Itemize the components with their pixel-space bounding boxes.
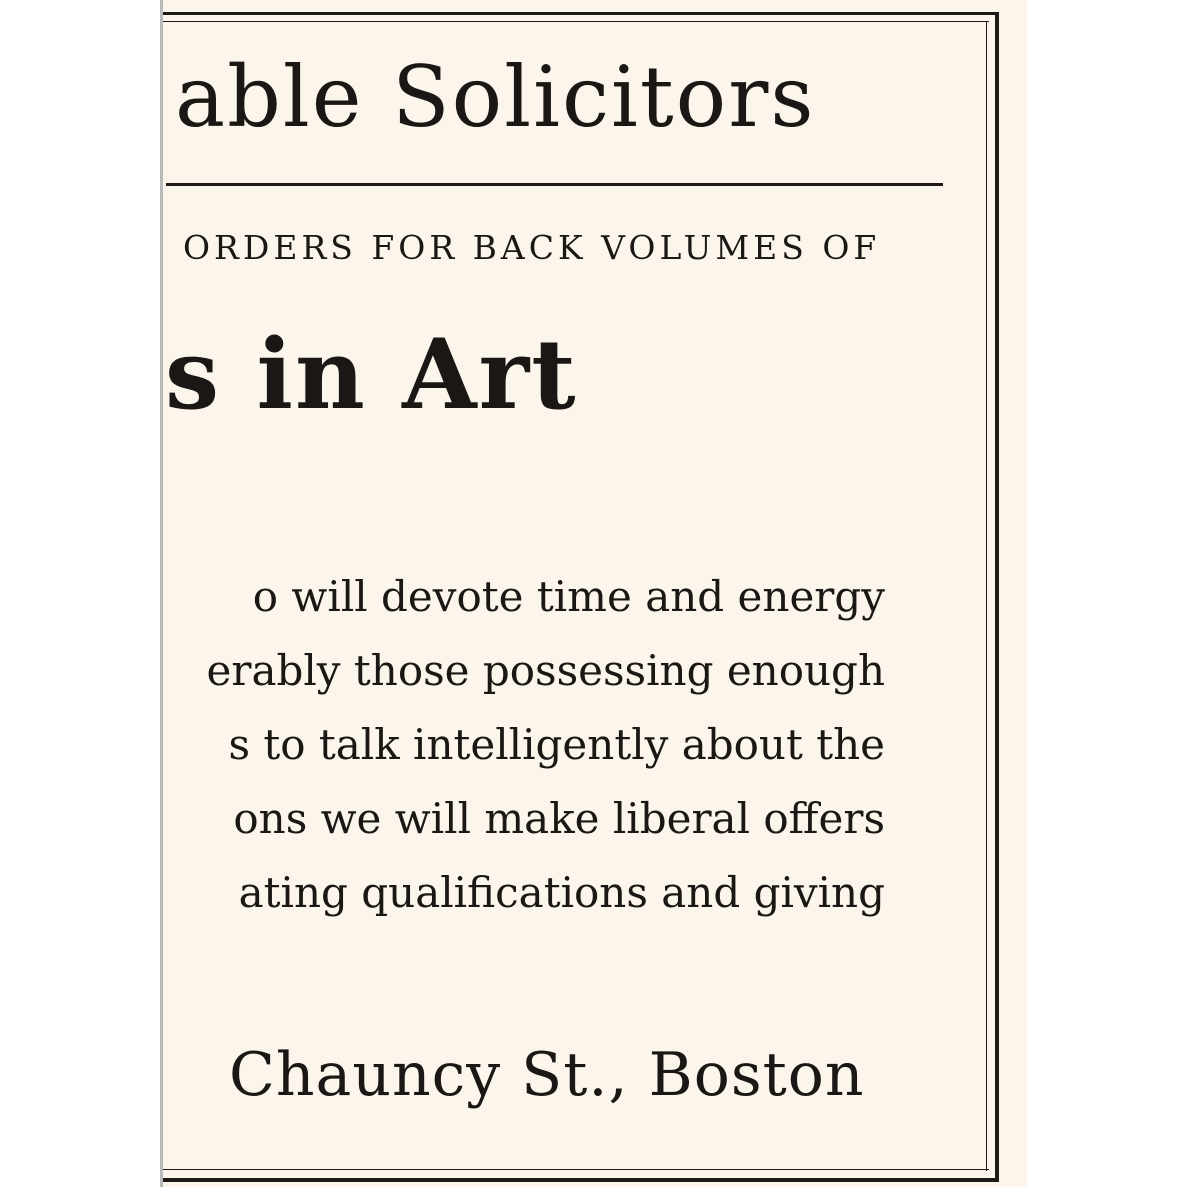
border-right-inner [986, 21, 987, 1171]
headline: able Solicitors [175, 48, 816, 146]
body-line: o will devote time and energy [252, 572, 885, 621]
border-bottom-inner [163, 1169, 989, 1170]
address: Chauncy St., Boston [229, 1040, 865, 1110]
subhead: ORDERS FOR BACK VOLUMES OF [183, 228, 881, 267]
body-line: ons we will make liberal offers [233, 794, 885, 843]
border-top-inner [163, 21, 989, 22]
body-text [163, 560, 885, 930]
body-line: ating qualifications and giving [238, 868, 885, 917]
clipping-page [160, 0, 1027, 1187]
border-bottom-outer [163, 1178, 999, 1182]
border-top-outer [163, 12, 998, 15]
body-line: s to talk intelligently about the [228, 720, 885, 769]
body-line: erably those possessing enough [206, 646, 885, 695]
border-right-outer [995, 12, 999, 1182]
publication-title: s in Art [165, 318, 578, 431]
headline-rule [166, 183, 943, 186]
